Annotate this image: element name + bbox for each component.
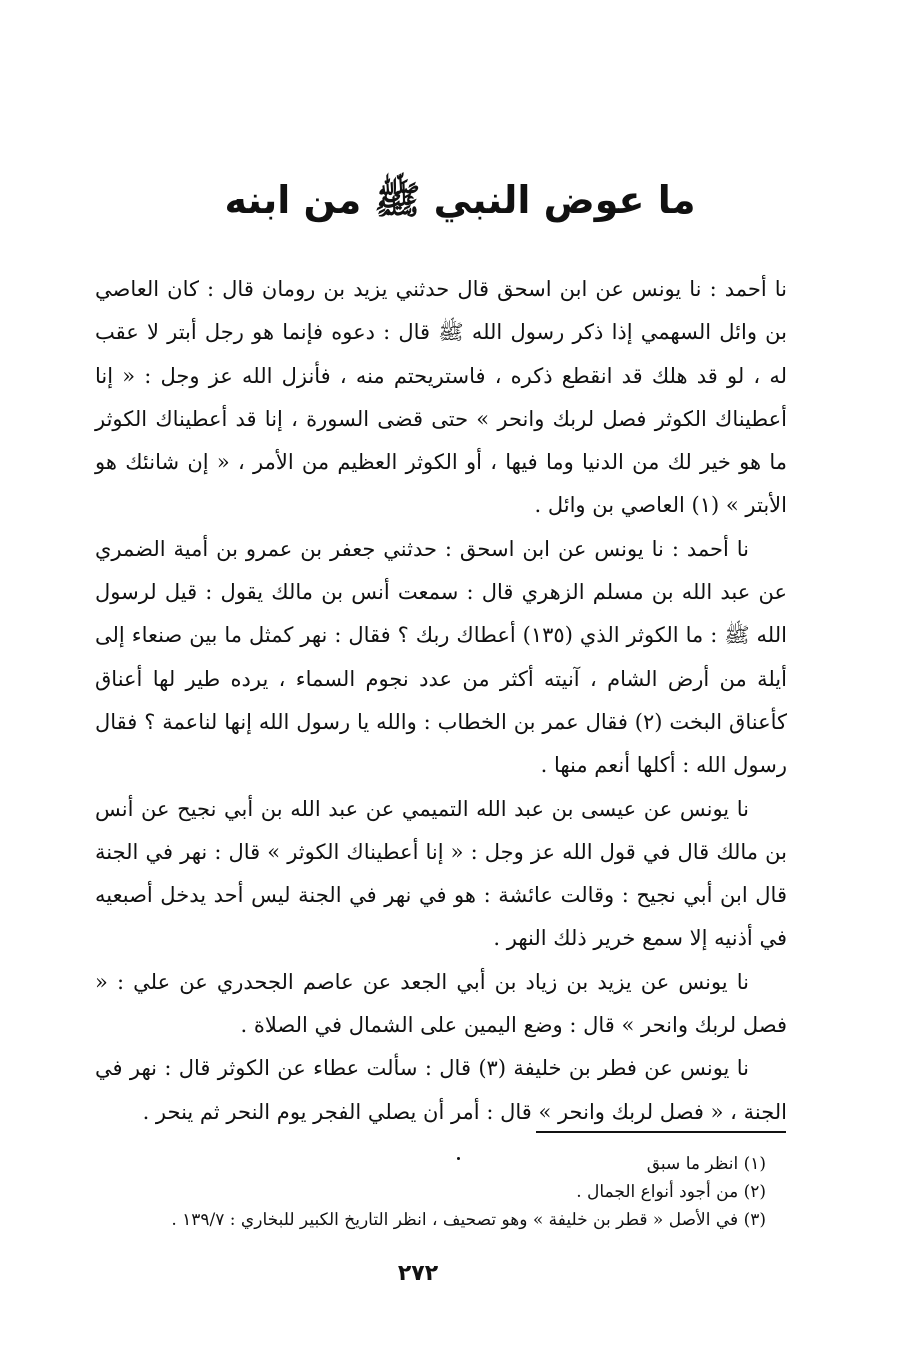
paragraph-3: نا يونس عن عيسى بن عبد الله التميمي عن عبد الله بن أبي نجيح عن أنس بن مالك قال في قول الله عز وجل : « إنا أعطيناك الكوثر » قال : نهر في الجنة قال ابن أبي نجيح : وقالت عائشة : هو في نهر في الجنة ليس أحد يدخل أصبعيه في أذنيه إلا سمع خرير ذلك النهر .: [95, 796, 787, 951]
footnote-1: (١) انظر ما سبق: [646, 1154, 766, 1174]
footnote-3: (٣) في الأصل « قطر بن خليفة » وهو تصحيف ، انظر التاريخ الكبير للبخاري : ١٣٩/٧ .: [171, 1210, 766, 1230]
paragraph-5: نا يونس عن فطر بن خليفة (٣) قال : سألت عطاء عن الكوثر قال : نهر في الجنة ، « فصل لربك وانحر » قال : أمر أن يصلي الفجر يوم النحر ثم ينحر .: [95, 1056, 787, 1124]
footnote-separator: [536, 1131, 786, 1133]
main-text: [95, 268, 787, 1134]
page-number: ٢٧٢: [397, 1261, 439, 1286]
footnote-2: (٢) من أجود أنواع الجمال .: [576, 1182, 766, 1202]
paragraph-1: نا أحمد : نا يونس عن ابن اسحق قال حدثني يزيد بن رومان قال : كان العاصي بن وائل السهمي إذا ذكر رسول الله ﷺ قال : دعوه فإنما هو رجل أبتر لا عقب له ، لو قد هلك قد انقطع ذكره ، فاستريحتم منه ، فأنزل الله عز وجل : « إنا أعطيناك الكوثر فصل لربك وانحر » حتى قضى السورة ، إنا قد أعطيناك الكوثر ما هو خير لك من الدنيا وما فيها ، أو الكوثر العظيم من الأمر ، « إن شانئك هو الأبتر » (١) العاصي بن وائل .: [95, 277, 787, 518]
paragraph-2: نا أحمد : نا يونس عن ابن اسحق : حدثني جعفر بن عمرو بن أمية الضمري عن عبد الله بن مسلم الزهري قال : سمعت أنس بن مالك يقول : قيل لرسول الله ﷺ : ما الكوثر الذي (١٣٥) أعطاك ربك ؟ فقال : نهر كمثل ما بين صنعاء إلى أيلة من أرض الشام ، آنيته أكثر من عدد نجوم السماء ، يرده طير لها أعناق كأعناق البخت (٢) فقال عمر بن الخطاب : والله يا رسول الله إنها لناعمة ؟ فقال رسول الله : أكلها أنعم منها .: [95, 536, 787, 778]
paragraph-4: نا يونس عن يزيد بن زياد بن أبي الجعد عن عاصم الجحدري عن علي : « فصل لربك وانحر » قال : وضع اليمين على الشمال في الصلاة .: [95, 969, 787, 1038]
footnotes: [60, 1150, 766, 1234]
chapter-title: ما عوض النبي ﷺ من ابنه: [224, 178, 696, 222]
